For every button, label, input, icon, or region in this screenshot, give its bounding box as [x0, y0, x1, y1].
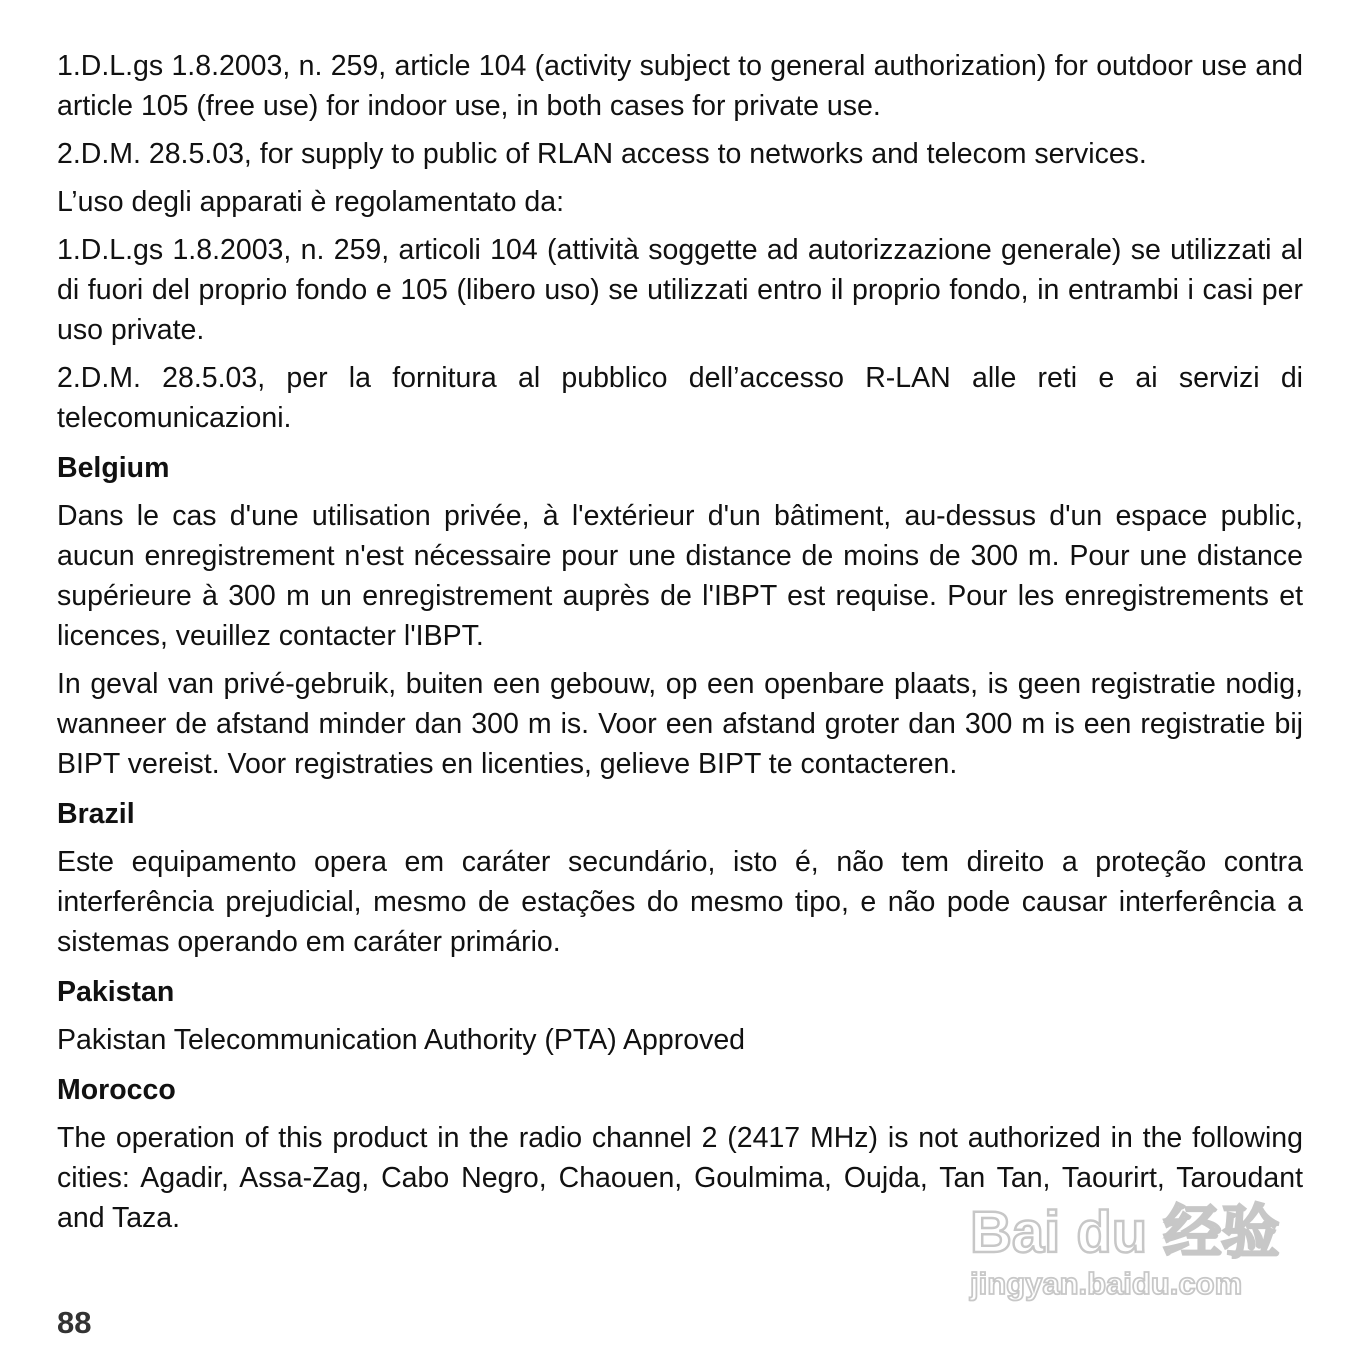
pakistan-paragraph: Pakistan Telecommunication Authority (PTA) Approved [57, 1024, 746, 1056]
watermark-url-text: jingyan.baidu.com [970, 1266, 1243, 1301]
morocco-paragraph: The operation of this product in the radio channel 2 (2417 MHz) is not authorized in the following cities: Agadir, Assa-Zag, Cabo Negro, Chaouen, Goulmima, Oujda, Tan Tan, Taourirt, Taroudant and Taza. [57, 1122, 1303, 1234]
belgium-paragraph-dutch: In geval van privé-gebruik, buiten een gebouw, op een openbare plaats, is geen registratie nodig, wanneer de afstand minder dan 300 m is. Voor een afstand groter dan 300 m is een registratie bij BIPT vereist. Voor registraties en licenties, gelieve BIPT te contacteren. [57, 668, 1303, 780]
page-number: 88 [57, 1305, 92, 1340]
section-heading-pakistan: Pakistan [57, 976, 175, 1008]
baidu-jingyan-watermark-logo [968, 1190, 1280, 1306]
section-heading-brazil: Brazil [57, 798, 135, 830]
italy-paragraph-4: 1.D.L.gs 1.8.2003, n. 259, articoli 104 (attività soggette ad autorizzazione generale) se utilizzati al di fuori del proprio fondo e 105 (libero uso) se utilizzati entro il proprio fondo, in entrambi i casi per uso private. [57, 234, 1303, 346]
document-body [57, 46, 1303, 1246]
belgium-paragraph-french: Dans le cas d'une utilisation privée, à l'extérieur d'un bâtiment, au-dessus d'un espace public, aucun enregistrement n'est nécessaire pour une distance de moins de 300 m. Pour une distance supérieure à 300 m un enregistrement auprès de l'IBPT est requise. Pour les enregistrements et licences, veuillez contacter l'IBPT. [57, 500, 1303, 652]
italy-paragraph-2: 2.D.M. 28.5.03, for supply to public of RLAN access to networks and telecom services. [57, 138, 1147, 170]
brazil-paragraph: Este equipamento opera em caráter secundário, isto é, não tem direito a proteção contra interferência prejudicial, mesmo de estações do mesmo tipo, e não pode causar interferência a sistemas operando em caráter primário. [57, 846, 1303, 958]
watermark-brand-text: Bai du 经验 [970, 1200, 1280, 1265]
italy-paragraph-1: 1.D.L.gs 1.8.2003, n. 259, article 104 (activity subject to general authorization) for outdoor use and article 105 (free use) for indoor use, in both cases for private use. [57, 50, 1303, 122]
section-heading-morocco: Morocco [57, 1074, 176, 1106]
italy-paragraph-5: 2.D.M. 28.5.03, per la fornitura al pubblico dell’accesso R-LAN alle reti e ai servizi di telecomunicazioni. [57, 362, 1303, 434]
italy-paragraph-3: L’uso degli apparati è regolamentato da: [57, 186, 565, 218]
section-heading-belgium: Belgium [57, 452, 170, 484]
